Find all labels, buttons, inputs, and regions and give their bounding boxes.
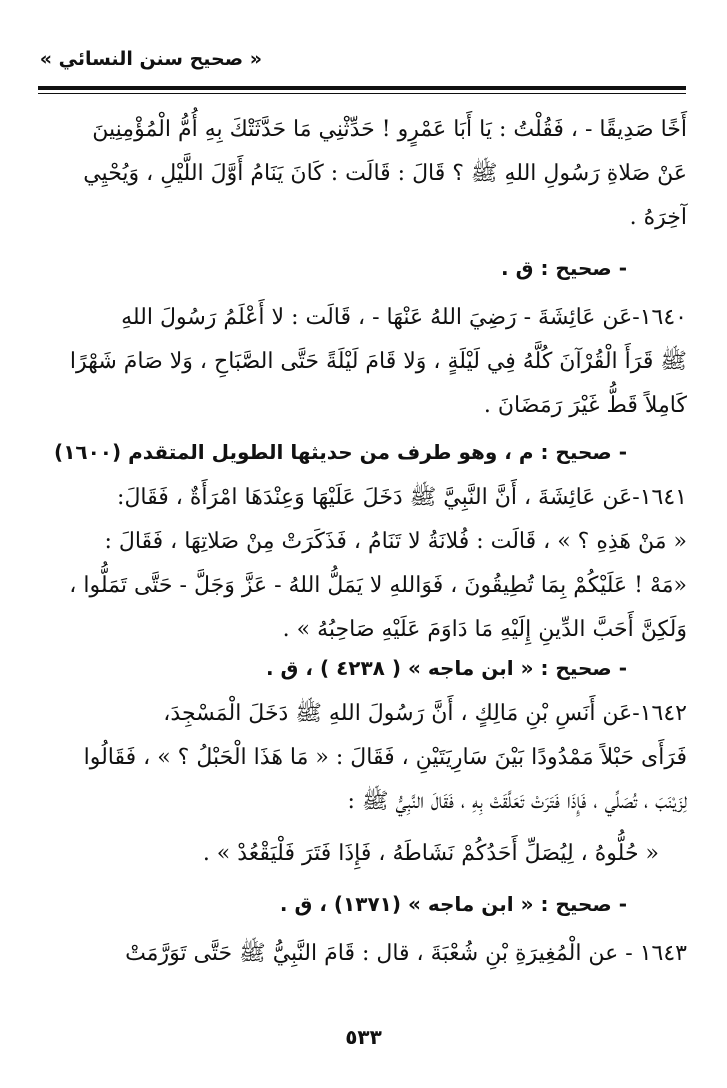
grade-1641: - صحيح : « ابن ماجه » ( ٤٢٣٨ ) ، ق . [265,656,627,680]
text-line: كَامِلاً قَطُّ غَيْرَ رَمَضَانَ . [483,393,687,418]
header-rule-thick [38,86,686,90]
text-line: « حُلُّوهُ ، لِيُصَلِّ أَحَدُكُمْ نَشَاطَهُ ، فَإِذَا فَتَرَ فَلْيَقْعُدْ » . [202,841,659,866]
text-line: ١٦٤٠-عَن عَائِشَةَ - رَضِيَ اللهُ عَنْهَا - ، قَالَت : لا أَعْلَمُ رَسُولَ اللهِ [121,305,687,330]
text-line: « مَنْ هَذِهِ ؟ » ، قَالَت : فُلانَةُ لا تَنَامُ ، فَذَكَرَتْ مِنْ صَلاتِهَا ، فَقَالَ : [104,529,687,554]
hadith-1642 [39,692,687,876]
text-line: آخِرَهُ . [629,205,687,230]
text-line: عَنْ صَلاةِ رَسُولِ اللهِ ﷺ ؟ قَالَ : قَالَت : كَانَ يَنَامُ أَوَّلَ اللَّيْلِ ، وَيُحْيِي [83,161,687,186]
hadith-1643 [39,932,687,976]
text-line: لِزَيْنَبَ ، تُصَلِّي ، فَإِذَا فَتَرَتْ تَعَلَّقَتْ بِهِ ، فَقَالَ النَّبِيُّ ﷺ : [347,789,687,814]
grade-1639: - صحيح : ق . [501,256,627,280]
grade-1642: - صحيح : « ابن ماجه » (١٣٧١) ، ق . [279,892,627,916]
header-rule-thin [38,93,686,94]
grade-1640: - صحيح : م ، وهو طرف من حديثها الطويل المتقدم (١٦٠٠) [54,440,627,464]
hadith-1641 [39,476,687,652]
text-line: أَخًا صَدِيقًا - ، فَقُلْتُ : يَا أَبَا عَمْرٍو ! حَدِّثْنِي مَا حَدَّثَتْكَ بِهِ أُمُّ الْمُؤْمِنِينَ [92,117,687,142]
running-header-title: « صحيح سنن النسائي » [39,48,262,70]
text-line: ١٦٤٢-عَن أَنَسِ بْنِ مَالِكٍ ، أَنَّ رَسُولَ اللهِ ﷺ دَخَلَ الْمَسْجِدَ، [163,701,687,726]
text-line: ﷺ قَرَأَ الْقُرْآنَ كُلَّهُ فِي لَيْلَةٍ ، وَلا قَامَ لَيْلَةً حَتَّى الصَّبَاحِ ، وَلا صَامَ شَهْرًا [69,349,687,374]
text-line: «مَهْ ! عَلَيْكُمْ بِمَا تُطِيقُونَ ، فَوَاللهِ لا يَمَلُّ اللهُ - عَزَّ وَجَلَّ - حَتَّى تَمَلُّوا ، [69,573,687,598]
text-line: ١٦٤٣ - عن الْمُغِيرَةِ بْنِ شُعْبَةَ ، قال : قَامَ النَّبِيُّ ﷺ حَتَّى تَوَرَّمَتْ [125,941,687,966]
text-line: ١٦٤١-عَن عَائِشَةَ ، أَنَّ النَّبِيَّ ﷺ دَخَلَ عَلَيْهَا وَعِنْدَهَا امْرَأَةٌ ، فَقَالَ: [117,485,687,510]
text-line: وَلَكِنَّ أَحَبَّ الدِّينِ إِلَيْهِ مَا دَاوَمَ عَلَيْهِ صَاحِبُهُ » . [282,617,687,642]
hadith-1640 [39,296,687,428]
hadith-1639-tail [39,108,687,240]
text-line: فَرَأَى حَبْلاً مَمْدُودًا بَيْنَ سَارِيَتَيْنِ ، فَقَالَ : « مَا هَذَا الْحَبْلُ ؟ » ، فَقَالُوا [83,745,687,770]
page-number: ٥٣٣ [345,1025,382,1049]
